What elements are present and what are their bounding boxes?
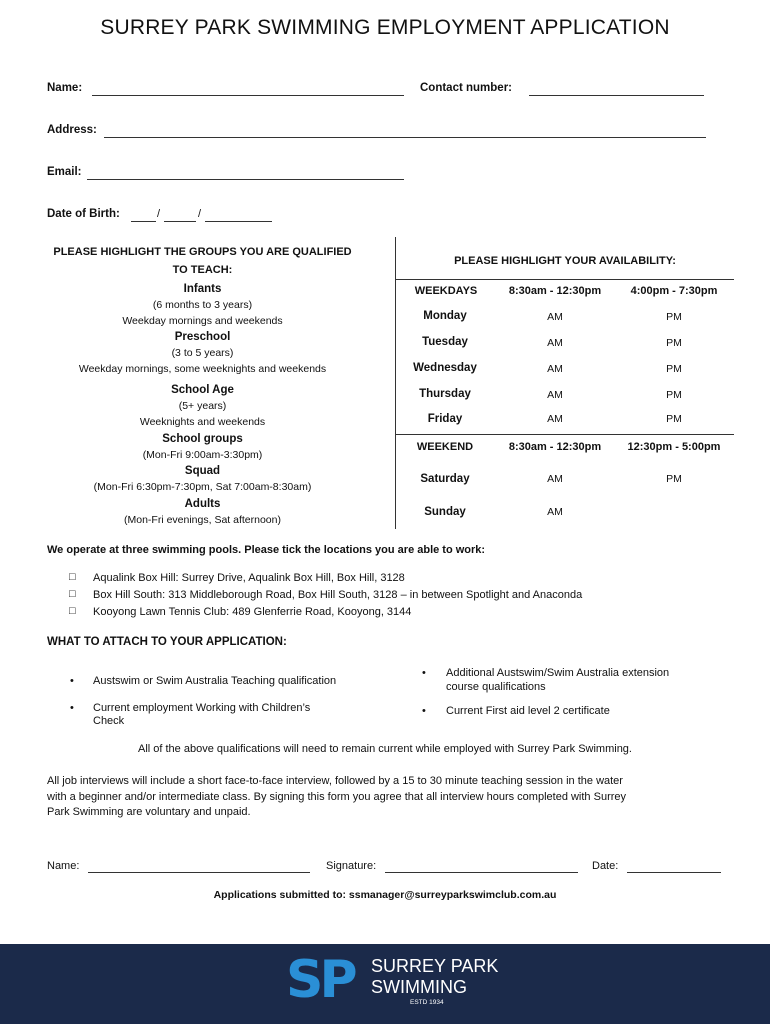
group-name: School Age [171,384,234,396]
attach-wwcc-line1: Current employment Working with Children’s [93,702,311,714]
dob-label: Date of Birth: [47,208,120,220]
address-label: Address: [47,124,97,136]
sign-name-label: Name: [47,860,80,872]
name-field[interactable] [92,95,404,96]
group-name: Preschool [174,331,231,343]
group-name: School groups [162,433,243,445]
logo-mark: SP [286,950,354,1010]
bullet-icon: • [422,667,426,679]
email-field[interactable] [87,179,404,180]
wednesday-am[interactable]: AM [547,363,563,375]
attach-first-aid: Current First aid level 2 certificate [446,705,610,717]
day-tuesday: Tuesday [422,336,468,348]
interview-note-line2: with a beginner and/or intermediate class. By signing this form you agree that all interview hours completed with Surrey [47,791,627,803]
footer-banner [0,944,770,1024]
day-thursday: Thursday [419,388,471,400]
name-label: Name: [47,82,83,94]
group-school-age[interactable]: School Age (5+ years) Weeknights and weekends [139,384,266,428]
qualification-note: All of the above qualifications will need to remain current while employed with Surrey Park Swimming. [137,743,632,755]
logo-line2: SWIMMING [371,977,467,997]
date-label: Date: [592,860,619,872]
sign-name-field[interactable] [88,872,310,873]
dob-month-field[interactable] [164,221,196,222]
address-field[interactable] [104,137,706,138]
logo-estd: ESTD 1934 [410,999,444,1006]
weekend-slot2: 12:30pm - 5:00pm [627,441,721,453]
locations-intro: We operate at three swimming pools. Please tick the locations you are able to work: [47,544,486,556]
weekdays-label: WEEKDAYS [414,285,478,297]
email-label: Email: [47,166,82,178]
friday-pm[interactable]: PM [666,413,682,425]
interview-note-line3: Park Swimming are voluntary and unpaid. [47,806,251,818]
location-aqualink: Aqualink Box Hill: Surrey Drive, Aqualink Box Hill, Box Hill, 3128 [93,572,405,584]
day-sunday: Sunday [424,506,466,518]
monday-am[interactable]: AM [547,311,563,323]
location-kooyong: Kooyong Lawn Tennis Club: 489 Glenferrie Road, Kooyong, 3144 [93,606,412,618]
day-wednesday: Wednesday [413,362,477,374]
tuesday-pm[interactable]: PM [666,337,682,349]
interview-note-line1: All job interviews will include a short face-to-face interview, followed by a 15 to 30 minute teaching session in the water [47,775,623,787]
monday-pm[interactable]: PM [666,311,682,323]
weekend-slot1: 8:30am - 12:30pm [508,441,602,453]
checkbox-icon[interactable]: □ [69,571,76,583]
availability-rule [395,279,734,280]
sunday-am[interactable]: AM [547,506,563,518]
group-adults[interactable]: Adults (Mon-Fri evenings, Sat afternoon) [124,498,281,526]
group-name: Infants [183,283,222,295]
day-saturday: Saturday [420,473,470,485]
logo-line1: SURREY PARK [371,956,499,976]
attach-heading: WHAT TO ATTACH TO YOUR APPLICATION: [47,636,287,648]
availability-heading: PLEASE HIGHLIGHT YOUR AVAILABILITY: [454,255,676,267]
dob-day-field[interactable] [131,221,156,222]
contact-field[interactable] [529,95,704,96]
thursday-am[interactable]: AM [547,389,563,401]
table-divider [395,237,396,529]
saturday-am[interactable]: AM [547,473,563,485]
attach-extension-line1: Additional Austswim/Swim Australia extension [446,667,670,679]
group-name: Squad [184,465,221,477]
day-monday: Monday [423,310,467,322]
attach-teaching-qualification: Austswim or Swim Australia Teaching qualification [93,675,337,687]
weekdays-slot1: 8:30am - 12:30pm [508,285,602,297]
bullet-icon: • [70,675,74,687]
location-box-hill-south: Box Hill South: 313 Middleborough Road, Box Hill South, 3128 – in between Spotlight and Anaconda [93,589,583,601]
group-name: Adults [184,498,221,510]
groups-heading-line1: PLEASE HIGHLIGHT THE GROUPS YOU ARE QUALIFIED [53,246,352,258]
page-title: SURREY PARK SWIMMING EMPLOYMENT APPLICATION [100,16,670,39]
checkbox-icon[interactable]: □ [69,588,76,600]
groups-heading-line2: TO TEACH: [172,264,233,276]
group-infants[interactable]: Infants (6 months to 3 years) Weekday mornings and weekends [122,283,283,327]
friday-am[interactable]: AM [547,413,563,425]
attach-wwcc-line2: Check [93,715,125,727]
date-field[interactable] [627,872,721,873]
group-school-groups[interactable]: School groups (Mon-Fri 9:00am-3:30pm) [142,433,263,461]
submit-address: Applications submitted to: ssmanager@surreyparkswimclub.com.au [213,889,557,901]
bullet-icon: • [422,705,426,717]
day-friday: Friday [427,413,463,425]
attach-extension-line2: course qualifications [446,681,546,693]
thursday-pm[interactable]: PM [666,389,682,401]
group-preschool[interactable]: Preschool (3 to 5 years) Weekday mornings, some weeknights and weekends [78,331,327,375]
contact-label: Contact number: [420,82,512,94]
tuesday-am[interactable]: AM [547,337,563,349]
weekend-rule [395,434,734,435]
group-squad[interactable]: Squad (Mon-Fri 6:30pm-7:30pm, Sat 7:00am-8:30am) [93,465,312,493]
bullet-icon: • [70,702,74,714]
dob-year-field[interactable] [205,221,272,222]
checkbox-icon[interactable]: □ [69,605,76,617]
wednesday-pm[interactable]: PM [666,363,682,375]
signature-label: Signature: [326,860,377,872]
weekend-label: WEEKEND [416,441,474,453]
saturday-pm[interactable]: PM [666,473,682,485]
weekdays-slot2: 4:00pm - 7:30pm [630,285,718,297]
signature-field[interactable] [385,872,578,873]
